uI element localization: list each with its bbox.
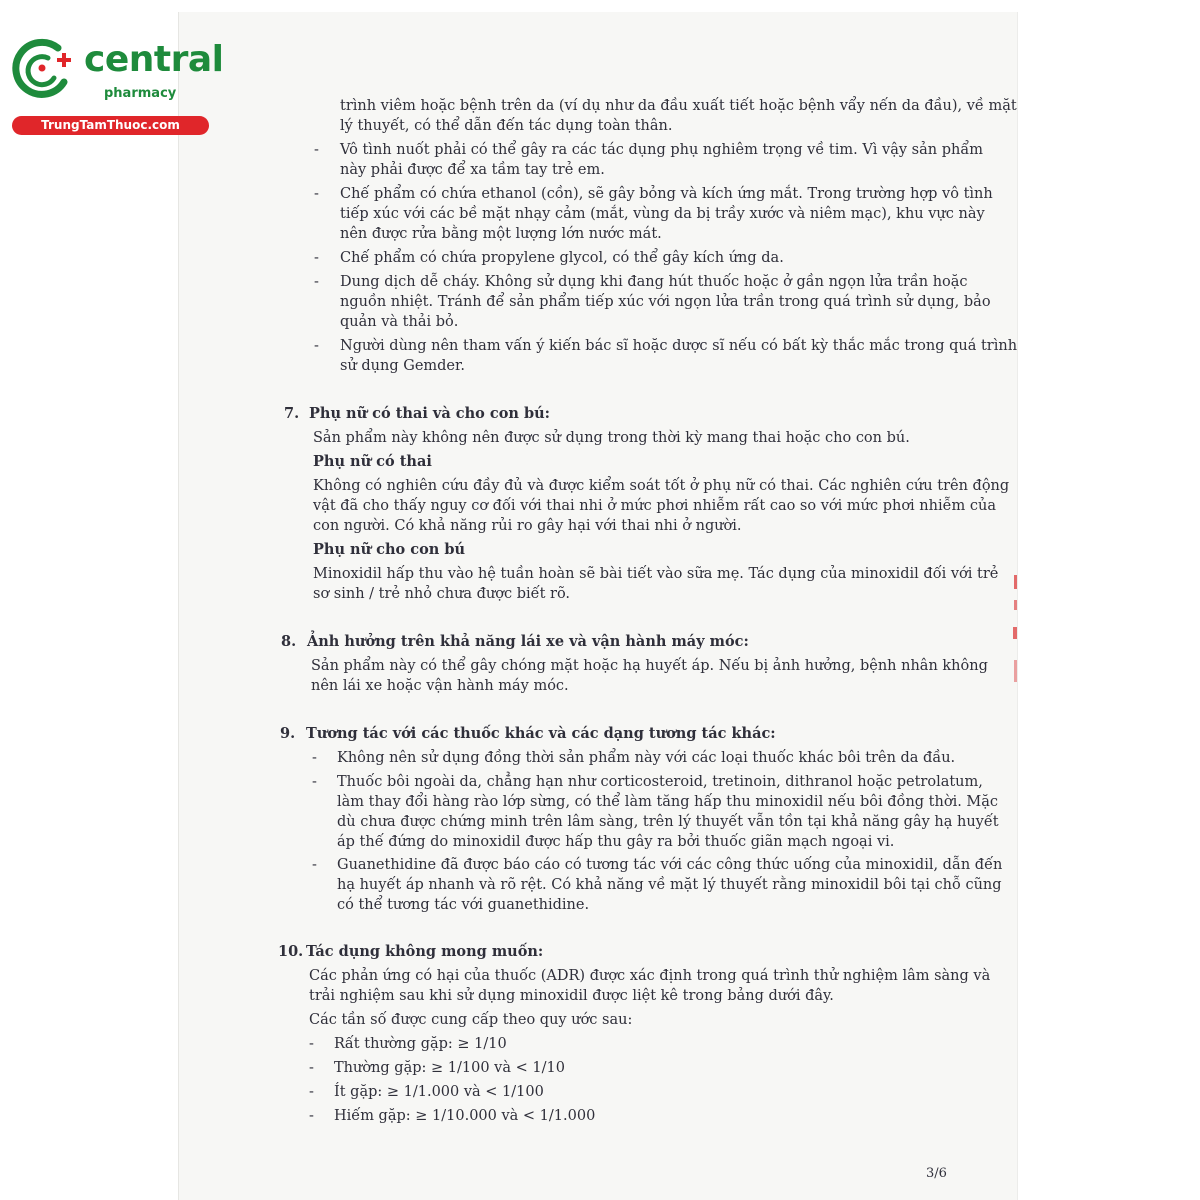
red-stamp-edge: [1008, 555, 1022, 695]
text-line: tiếp xúc với các bề mặt nhạy cảm (mắt, vùng da bị trầy xước và niêm mạc), khu vực này: [340, 206, 985, 222]
bullet-dash: -: [309, 1108, 314, 1124]
bullet-dash: -: [314, 142, 319, 158]
page-number: 3/6: [926, 1166, 947, 1181]
text-line: sử dụng Gemder.: [340, 358, 465, 374]
bullet-dash: -: [314, 338, 319, 354]
text-line: nên lái xe hoặc vận hành máy móc.: [311, 678, 569, 694]
text-line: trình viêm hoặc bệnh trên da (ví dụ như da đầu xuất tiết hoặc bệnh vẩy nến da đầu), về mặt: [340, 98, 1017, 114]
section-heading: Ảnh hưởng trên khả năng lái xe và vận hành máy móc:: [307, 633, 749, 650]
section-number: 7.: [284, 405, 300, 422]
frequency-item: Rất thường gặp: ≥ 1/10: [334, 1036, 507, 1052]
text-line: Các tần số được cung cấp theo quy ước sau:: [309, 1012, 633, 1028]
text-line: vật đã cho thấy nguy cơ đối với thai nhi ở mức phơi nhiễm rất cao so với mức phơi nhiễm của: [313, 498, 996, 514]
section-heading: Tương tác với các thuốc khác và các dạng tương tác khác:: [306, 725, 776, 742]
text-line: Vô tình nuốt phải có thể gây ra các tác dụng phụ nghiêm trọng về tim. Vì vậy sản phẩm: [340, 142, 983, 158]
bullet-dash: -: [309, 1036, 314, 1052]
bullet-dash: -: [314, 186, 319, 202]
text-line: áp thế đứng do minoxidil được hấp thu gây ra bởi thuốc giãn mạch ngoại vi.: [337, 834, 895, 850]
text-line: này phải được để xa tầm tay trẻ em.: [340, 162, 605, 178]
section-heading: Tác dụng không mong muốn:: [306, 943, 544, 960]
text-line: Chế phẩm có chứa ethanol (cồn), sẽ gây bỏng và kích ứng mắt. Trong trường hợp vô tình: [340, 186, 993, 202]
text-line: Chế phẩm có chứa propylene glycol, có thể gây kích ứng da.: [340, 250, 784, 266]
text-line: nên được rửa bằng một lượng lớn nước mát.: [340, 226, 662, 242]
bullet-dash: -: [314, 274, 319, 290]
text-line: hạ huyết áp nhanh và rõ rệt. Có khả năng về mặt lý thuyết rằng minoxidil bôi tại chỗ cũng: [337, 877, 1002, 893]
section-number: 9.: [280, 725, 296, 742]
brand-subtitle: pharmacy: [104, 86, 177, 101]
text-line: làm thay đổi hàng rào lớp sừng, có thể làm tăng hấp thu minoxidil nếu bôi đồng thời. Mặc: [337, 794, 999, 810]
text-line: Người dùng nên tham vấn ý kiến bác sĩ hoặc dược sĩ nếu có bất kỳ thắc mắc trong quá trình: [340, 338, 1018, 354]
text-line: Không có nghiên cứu đầy đủ và được kiểm soát tốt ở phụ nữ có thai. Các nghiên cứu trên động: [313, 478, 1010, 494]
text-line: Sản phẩm này có thể gây chóng mặt hoặc hạ huyết áp. Nếu bị ảnh hưởng, bệnh nhân không: [311, 658, 988, 674]
pharmacy-logo-icon: [12, 38, 74, 100]
subsection-heading: Phụ nữ cho con bú: [313, 541, 466, 558]
text-line: trải nghiệm sau khi sử dụng minoxidil được liệt kê trong bảng dưới đây.: [309, 988, 834, 1004]
text-line: nguồn nhiệt. Tránh để sản phẩm tiếp xúc với ngọn lửa trần trong quá trình sử dụng, bảo: [340, 294, 991, 310]
bullet-dash: -: [309, 1060, 314, 1076]
section-heading: Phụ nữ có thai và cho con bú:: [309, 405, 550, 422]
bullet-dash: -: [312, 857, 317, 873]
bullet-dash: -: [312, 750, 317, 766]
text-line: dù chưa được chứng minh trên lâm sàng, trên lý thuyết vẫn tồn tại khả năng gây hạ huyết: [337, 814, 999, 830]
bullet-dash: -: [312, 774, 317, 790]
central-pharmacy-logo: [12, 36, 222, 136]
frequency-item: Hiếm gặp: ≥ 1/10.000 và < 1/1.000: [334, 1108, 596, 1124]
bullet-dash: -: [314, 250, 319, 266]
text-line: có thể tương tác với guanethidine.: [337, 897, 590, 913]
text-line: Dung dịch dễ cháy. Không sử dụng khi đang hút thuốc hoặc ở gần ngọn lửa trần hoặc: [340, 274, 968, 290]
section-number: 10.: [278, 943, 304, 960]
frequency-item: Ít gặp: ≥ 1/1.000 và < 1/100: [334, 1084, 544, 1100]
bullet-dash: -: [309, 1084, 314, 1100]
site-banner: TrungTamThuoc.com: [12, 116, 209, 135]
text-line: Sản phẩm này không nên được sử dụng trong thời kỳ mang thai hoặc cho con bú.: [313, 430, 910, 446]
text-line: quản và thải bỏ.: [340, 314, 459, 330]
text-line: con người. Có khả năng rủi ro gây hại với thai nhi ở người.: [313, 518, 742, 534]
text-line: Guanethidine đã được báo cáo có tương tác với các công thức uống của minoxidil, dẫn đến: [337, 857, 1003, 873]
section-number: 8.: [281, 633, 297, 650]
brand-name: central: [84, 39, 224, 80]
text-line: lý thuyết, có thể dẫn đến tác dụng toàn thân.: [340, 118, 673, 134]
text-line: Thuốc bôi ngoài da, chẳng hạn như corticosteroid, tretinoin, dithranol hoặc petrolatum,: [337, 774, 983, 790]
subsection-heading: Phụ nữ có thai: [313, 453, 432, 470]
text-line: Minoxidil hấp thu vào hệ tuần hoàn sẽ bài tiết vào sữa mẹ. Tác dụng của minoxidil đối với trẻ: [313, 566, 999, 582]
frequency-item: Thường gặp: ≥ 1/100 và < 1/10: [334, 1060, 565, 1076]
text-line: sơ sinh / trẻ nhỏ chưa được biết rõ.: [313, 586, 571, 602]
text-line: Các phản ứng có hại của thuốc (ADR) được xác định trong quá trình thử nghiệm lâm sàng và: [309, 968, 991, 984]
text-line: Không nên sử dụng đồng thời sản phẩm này với các loại thuốc khác bôi trên da đầu.: [337, 750, 956, 766]
